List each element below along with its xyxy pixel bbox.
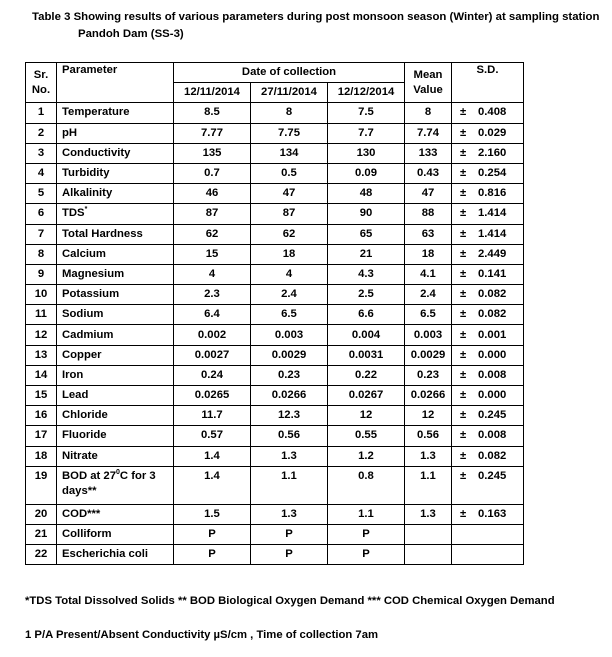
cell-mean: 63 [405,224,452,244]
header-mean-line1: Mean [413,68,443,81]
cell-sd [452,345,524,365]
cell-sr-no: 21 [26,524,57,544]
parameter-text: Sodium [62,308,104,321]
cell-mean [405,524,452,544]
header-date-3: 12/12/2014 [328,83,405,103]
parameter-text: Escherichia coli [62,548,149,561]
table-row [26,406,524,426]
cell-parameter [57,406,174,426]
cell-sr-no: 19 [26,466,57,504]
parameter-text: Lead [62,389,89,402]
cell-value-date-3: 0.55 [328,426,405,446]
cell-value-date-3: 0.09 [328,163,405,183]
cell-parameter [57,504,174,524]
cell-mean: 47 [405,184,452,204]
cell-value-date-2: 87 [251,204,328,224]
cell-value-date-2: 134 [251,143,328,163]
cell-sd [452,244,524,264]
parameter-text: Fluoride [62,429,107,442]
cell-parameter [57,103,174,123]
cell-value-date-1: 0.24 [174,365,251,385]
table-row [26,123,524,143]
cell-value-date-3: 0.22 [328,365,405,385]
cell-sd [452,143,524,163]
cell-parameter [57,365,174,385]
cell-parameter [57,446,174,466]
cell-value-date-2: 0.0266 [251,386,328,406]
parameter-text: Colliform [62,528,112,541]
cell-sd [452,545,524,565]
cell-parameter [57,285,174,305]
sd-value: 2.160 [478,146,507,159]
cell-value-date-2: 1.3 [251,446,328,466]
sd-value: 1.414 [478,207,507,220]
cell-value-date-1: 2.3 [174,285,251,305]
parameter-text: Potassium [62,288,120,301]
table-row [26,345,524,365]
cell-sd [452,426,524,446]
parameter-text: pH [62,126,78,139]
cell-parameter [57,264,174,284]
cell-value-date-1: P [174,545,251,565]
parameter-text: Magnesium [62,267,125,280]
cell-mean: 8 [405,103,452,123]
header-parameter: Parameter [57,63,174,103]
header-date-2: 27/11/2014 [251,83,328,103]
parameter-text: COD*** [62,507,101,520]
cell-sr-no: 7 [26,224,57,244]
table-row [26,446,524,466]
cell-parameter [57,244,174,264]
cell-sr-no: 6 [26,204,57,224]
sd-value: 0.163 [478,507,507,520]
cell-parameter [57,545,174,565]
caption-line-2: Pandoh Dam (SS-3) [78,28,184,40]
cell-sd [452,365,524,385]
plus-minus-symbol: ± [460,449,467,462]
cell-value-date-2: 0.23 [251,365,328,385]
cell-sr-no: 18 [26,446,57,466]
sd-value: 0.001 [478,328,507,341]
plus-minus-symbol: ± [460,469,467,482]
plus-minus-symbol: ± [460,207,467,220]
cell-value-date-1: 46 [174,184,251,204]
parameter-text: Cadmium [62,328,114,341]
cell-mean: 0.43 [405,163,452,183]
cell-value-date-3: 21 [328,244,405,264]
cell-value-date-1: 62 [174,224,251,244]
table-row [26,325,524,345]
cell-sr-no: 20 [26,504,57,524]
cell-value-date-3: 1.1 [328,504,405,524]
cell-mean: 7.74 [405,123,452,143]
cell-value-date-1: 7.77 [174,123,251,143]
table-row [26,386,524,406]
sd-value: 0.008 [478,429,507,442]
table-row [26,545,524,565]
cell-value-date-3: 12 [328,406,405,426]
table-row [26,103,524,123]
sd-value: 0.141 [478,267,507,280]
sd-value: 2.449 [478,247,507,260]
parameter-text: Chloride [62,409,108,422]
cell-value-date-2: 1.1 [251,466,328,504]
cell-parameter [57,184,174,204]
cell-mean: 12 [405,406,452,426]
table-row [26,305,524,325]
cell-sr-no: 4 [26,163,57,183]
table-row [26,504,524,524]
header-sd: S.D. [452,63,524,103]
cell-mean: 4.1 [405,264,452,284]
cell-parameter [57,224,174,244]
cell-value-date-1: 0.002 [174,325,251,345]
cell-value-date-3: 2.5 [328,285,405,305]
cell-value-date-1: P [174,524,251,544]
cell-value-date-2: 0.003 [251,325,328,345]
cell-parameter [57,163,174,183]
sd-value: 0.008 [478,368,507,381]
cell-mean: 2.4 [405,285,452,305]
cell-value-date-2: 2.4 [251,285,328,305]
cell-value-date-1: 135 [174,143,251,163]
plus-minus-symbol: ± [460,409,467,422]
header-sr [26,63,57,103]
cell-mean: 0.0266 [405,386,452,406]
cell-value-date-2: 1.3 [251,504,328,524]
parameter-text: Calcium [62,247,106,260]
header-sr-line1: Sr. [33,68,49,81]
cell-sr-no: 22 [26,545,57,565]
plus-minus-symbol: ± [460,368,467,381]
parameter-text: Iron [62,368,84,381]
cell-value-date-2: 47 [251,184,328,204]
cell-value-date-3: 4.3 [328,264,405,284]
sd-value: 0.000 [478,348,507,361]
cell-mean: 133 [405,143,452,163]
header-date-group: Date of collection [174,63,405,83]
cell-value-date-1: 0.7 [174,163,251,183]
cell-sd [452,325,524,345]
cell-value-date-1: 0.0027 [174,345,251,365]
sd-value: 0.816 [478,187,507,200]
cell-sd [452,103,524,123]
cell-value-date-2: 18 [251,244,328,264]
cell-mean [405,545,452,565]
cell-parameter [57,123,174,143]
plus-minus-symbol: ± [460,328,467,341]
cell-mean: 1.1 [405,466,452,504]
cell-value-date-1: 1.4 [174,446,251,466]
cell-value-date-3: 0.004 [328,325,405,345]
cell-value-date-1: 6.4 [174,305,251,325]
cell-value-date-2: 7.75 [251,123,328,143]
table-row [26,204,524,224]
parameter-text: Alkalinity [62,187,113,200]
footnote-abbreviations: *TDS Total Dissolved Solids ** BOD Biological Oxygen Demand *** COD Chemical Oxygen Demand [25,595,555,607]
table-row [26,143,524,163]
table-row [26,524,524,544]
table-row [26,163,524,183]
sd-value: 0.408 [478,106,507,119]
footnote-units: 1 P/A Present/Absent Conductivity µS/cm , Time of collection 7am [25,629,379,641]
cell-value-date-2: 4 [251,264,328,284]
parameter-superscript: * [84,206,88,214]
sd-value: 0.000 [478,389,507,402]
cell-value-date-2: 0.5 [251,163,328,183]
plus-minus-symbol: ± [460,187,467,200]
table-row [26,224,524,244]
header-sr-line2: No. [31,83,51,96]
cell-sd [452,204,524,224]
sd-value: 0.245 [478,469,507,482]
table-row [26,365,524,385]
cell-mean: 1.3 [405,504,452,524]
sd-value: 0.082 [478,449,507,462]
plus-minus-symbol: ± [460,247,467,260]
cell-value-date-3: 0.8 [328,466,405,504]
header-mean [405,63,452,103]
cell-sr-no: 17 [26,426,57,446]
header-date-1: 12/11/2014 [174,83,251,103]
table-body [26,103,524,565]
cell-mean: 0.56 [405,426,452,446]
parameter-text-part1: BOD at 27 [62,469,116,482]
cell-sd [452,305,524,325]
cell-value-date-2: P [251,524,328,544]
cell-sr-no: 9 [26,264,57,284]
cell-sd [452,406,524,426]
plus-minus-symbol: ± [460,106,467,119]
results-table [25,62,524,565]
plus-minus-symbol: ± [460,389,467,402]
table-caption [32,9,602,43]
cell-parameter [57,386,174,406]
cell-sd [452,264,524,284]
plus-minus-symbol: ± [460,348,467,361]
sd-value: 0.029 [478,126,507,139]
cell-value-date-2: 0.56 [251,426,328,446]
cell-value-date-3: 7.5 [328,103,405,123]
cell-sr-no: 14 [26,365,57,385]
cell-parameter [57,524,174,544]
plus-minus-symbol: ± [460,167,467,180]
cell-value-date-1: 15 [174,244,251,264]
sd-value: 0.082 [478,288,507,301]
cell-parameter [57,305,174,325]
cell-parameter [57,345,174,365]
cell-sd [452,386,524,406]
header-mean-line2: Value [413,83,443,96]
caption-line-1: Table 3 Showing results of various parameters during post monsoon season (Winter) at sampling station [32,11,600,23]
table-row [26,466,524,504]
cell-mean: 0.0029 [405,345,452,365]
cell-value-date-1: 0.0265 [174,386,251,406]
cell-parameter [57,466,174,504]
plus-minus-symbol: ± [460,267,467,280]
cell-sd [452,524,524,544]
parameter-text-part2: C for 3 days** [62,469,156,497]
sd-value: 0.082 [478,308,507,321]
cell-value-date-3: 1.2 [328,446,405,466]
cell-value-date-1: 1.5 [174,504,251,524]
parameter-superscript: 0 [116,468,120,476]
table-row [26,244,524,264]
sd-value: 0.254 [478,167,507,180]
cell-parameter [57,325,174,345]
sd-value: 0.245 [478,409,507,422]
parameter-text: Turbidity [62,167,110,180]
cell-value-date-2: 62 [251,224,328,244]
cell-sr-no: 12 [26,325,57,345]
cell-value-date-2: 0.0029 [251,345,328,365]
cell-sr-no: 13 [26,345,57,365]
parameter-text: TDS [62,207,85,220]
cell-value-date-3: 48 [328,184,405,204]
parameter-text: Temperature [62,106,130,119]
cell-sr-no: 2 [26,123,57,143]
cell-sr-no: 11 [26,305,57,325]
cell-sr-no: 8 [26,244,57,264]
cell-value-date-2: 12.3 [251,406,328,426]
cell-value-date-2: P [251,545,328,565]
cell-value-date-3: P [328,524,405,544]
plus-minus-symbol: ± [460,288,467,301]
parameter-text: Total Hardness [62,227,143,240]
parameter-text: Conductivity [62,146,131,159]
cell-mean: 0.003 [405,325,452,345]
cell-value-date-1: 11.7 [174,406,251,426]
cell-value-date-3: 0.0031 [328,345,405,365]
cell-parameter [57,143,174,163]
plus-minus-symbol: ± [460,126,467,139]
table-row [26,426,524,446]
cell-sd [452,504,524,524]
cell-sr-no: 1 [26,103,57,123]
cell-mean: 6.5 [405,305,452,325]
cell-sd [452,224,524,244]
cell-sd [452,285,524,305]
table-row [26,184,524,204]
cell-sr-no: 10 [26,285,57,305]
cell-sd [452,163,524,183]
parameter-text: Nitrate [62,449,98,462]
plus-minus-symbol: ± [460,227,467,240]
plus-minus-symbol: ± [460,146,467,159]
cell-value-date-1: 1.4 [174,466,251,504]
cell-sd [452,184,524,204]
cell-sr-no: 16 [26,406,57,426]
cell-value-date-1: 0.57 [174,426,251,446]
cell-sr-no: 15 [26,386,57,406]
cell-value-date-2: 6.5 [251,305,328,325]
cell-value-date-3: P [328,545,405,565]
cell-parameter [57,426,174,446]
cell-parameter [57,204,174,224]
cell-mean: 88 [405,204,452,224]
cell-value-date-1: 8.5 [174,103,251,123]
cell-sd [452,123,524,143]
cell-value-date-3: 6.6 [328,305,405,325]
cell-value-date-1: 87 [174,204,251,224]
cell-mean: 18 [405,244,452,264]
cell-value-date-3: 130 [328,143,405,163]
cell-sd [452,466,524,504]
cell-value-date-3: 7.7 [328,123,405,143]
header-row-1 [26,63,524,83]
table-row [26,264,524,284]
plus-minus-symbol: ± [460,429,467,442]
plus-minus-symbol: ± [460,507,467,520]
plus-minus-symbol: ± [460,308,467,321]
table-row [26,285,524,305]
cell-value-date-3: 65 [328,224,405,244]
cell-sr-no: 3 [26,143,57,163]
cell-value-date-3: 90 [328,204,405,224]
cell-mean: 1.3 [405,446,452,466]
cell-sd [452,446,524,466]
cell-mean: 0.23 [405,365,452,385]
cell-sr-no: 5 [26,184,57,204]
cell-value-date-3: 0.0267 [328,386,405,406]
parameter-text: Copper [62,348,102,361]
cell-value-date-1: 4 [174,264,251,284]
cell-value-date-2: 8 [251,103,328,123]
sd-value: 1.414 [478,227,507,240]
